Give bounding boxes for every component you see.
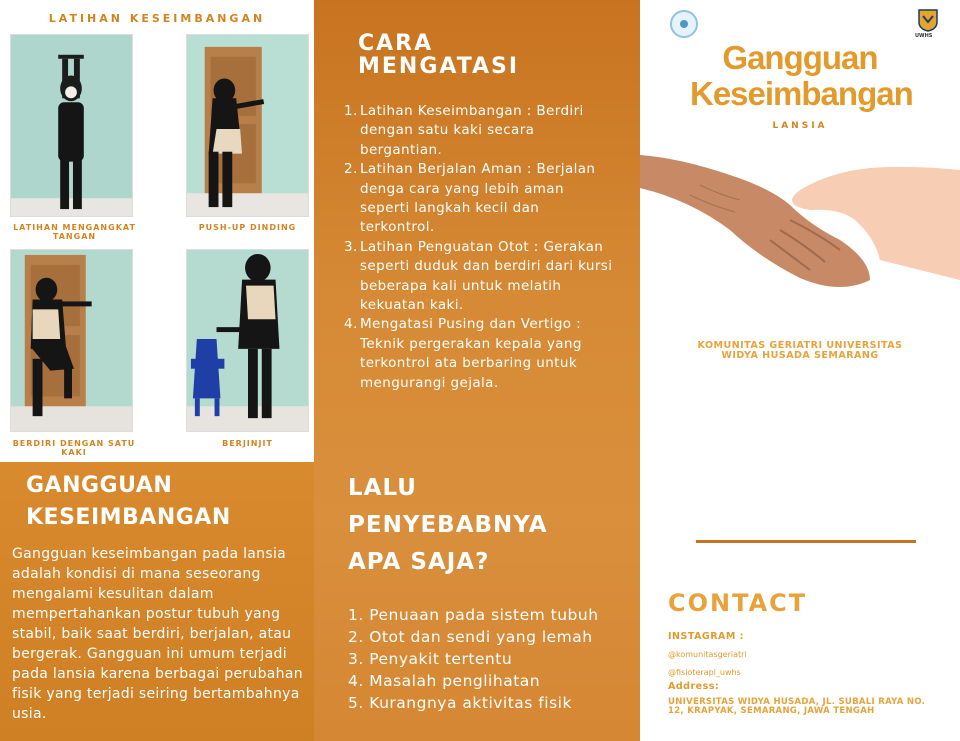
cause-item: 2. Otot dan sendi yang lemah (348, 628, 593, 646)
physiotherapy-logo-icon (670, 10, 698, 38)
caption-one-leg-stand: BERDIRI DENGAN SATU KAKI (12, 439, 136, 457)
community-name: KOMUNITAS GERIATRI UNIVERSITAS WIDYA HUSADA SEMARANG (697, 340, 903, 361)
instagram-label: INSTAGRAM : (668, 631, 744, 642)
caption-wall-pushup: PUSH-UP DINDING (198, 223, 297, 232)
treatment-item: 4. Mengatasi Pusing dan Vertigo : Teknik pergerakan kepala yang terkontrol ata berbaring untuk mengurangi gejala. (344, 316, 582, 391)
treatment-item: 2. Latihan Berjalan Aman : Berjalan denga cara yang lebih aman seperti langkah kecil dan terkontrol. (344, 161, 596, 236)
treatment-list (344, 102, 614, 393)
caption-raise-arms: LATIHAN MENGANGKAT TANGAN (13, 223, 136, 241)
cause-item: 5. Kurangnya aktivitas fisik (348, 694, 572, 712)
address-text: UNIVERSITAS WIDYA HUSADA, JL. SUBALI RAYA NO. 12, KRAPYAK, SEMARANG, JAWA TENGAH (668, 697, 926, 716)
treatment-title: CARA MENGATASI (358, 31, 520, 79)
cause-item: 3. Penyakit tertentu (348, 650, 513, 668)
address-label: Address: (668, 681, 720, 692)
university-shield-icon (917, 8, 939, 32)
cover-title: Gangguan Keseimbangan (690, 39, 913, 112)
panel-cover (640, 0, 960, 741)
instagram-handle[interactable]: @fisioterapi_uwhs (668, 668, 741, 677)
causes-list (348, 604, 599, 714)
cause-item: 1. Penuaan pada sistem tubuh (348, 606, 599, 624)
treatment-item: 1. Latihan Keseimbangan : Berdiri dengan satu kaki secara bergantian. (344, 103, 584, 158)
photo-raise-arms (10, 34, 133, 217)
contact-title: CONTACT (668, 589, 808, 617)
divider-line (696, 540, 916, 543)
exercise-title: LATIHAN KESEIMBANGAN (48, 12, 266, 25)
university-logo-text: UWHS (915, 33, 933, 39)
definition-heading: GANGGUAN KESEIMBANGAN (26, 473, 231, 530)
instagram-handle[interactable]: @komunitasgeriatri (668, 650, 747, 659)
photo-tiptoe (186, 249, 309, 432)
panel-exercises (0, 0, 314, 741)
photo-wall-pushup (186, 34, 309, 217)
cause-item: 4. Masalah penglihatan (348, 672, 541, 690)
cover-subtitle: LANSIA (772, 121, 828, 131)
causes-heading: LALU PENYEBABNYA APA SAJA? (348, 475, 548, 575)
photo-one-leg-stand (10, 249, 133, 432)
panel-treatment (314, 0, 640, 741)
caption-tiptoe: BERJINJIT (222, 439, 273, 448)
treatment-item: 3. Latihan Penguatan Otot : Gerakan seperti duduk dan berdiri dari kursi beberapa kali untuk melatih kekuatan kaki. (344, 238, 613, 314)
definition-body: Gangguan keseimbangan pada lansia adalah kondisi di mana seseorang mengalami kesulitan dalam mempertahankan postur tubuh yang stabil, baik saat berdiri, berjalan, atau bergerak. Gangguan ini umum terjadi pada lansia karena berbagai perubahan fisik yang terjadi seiring bertambahnya usia. (12, 546, 303, 722)
hands-illustration (640, 150, 960, 300)
